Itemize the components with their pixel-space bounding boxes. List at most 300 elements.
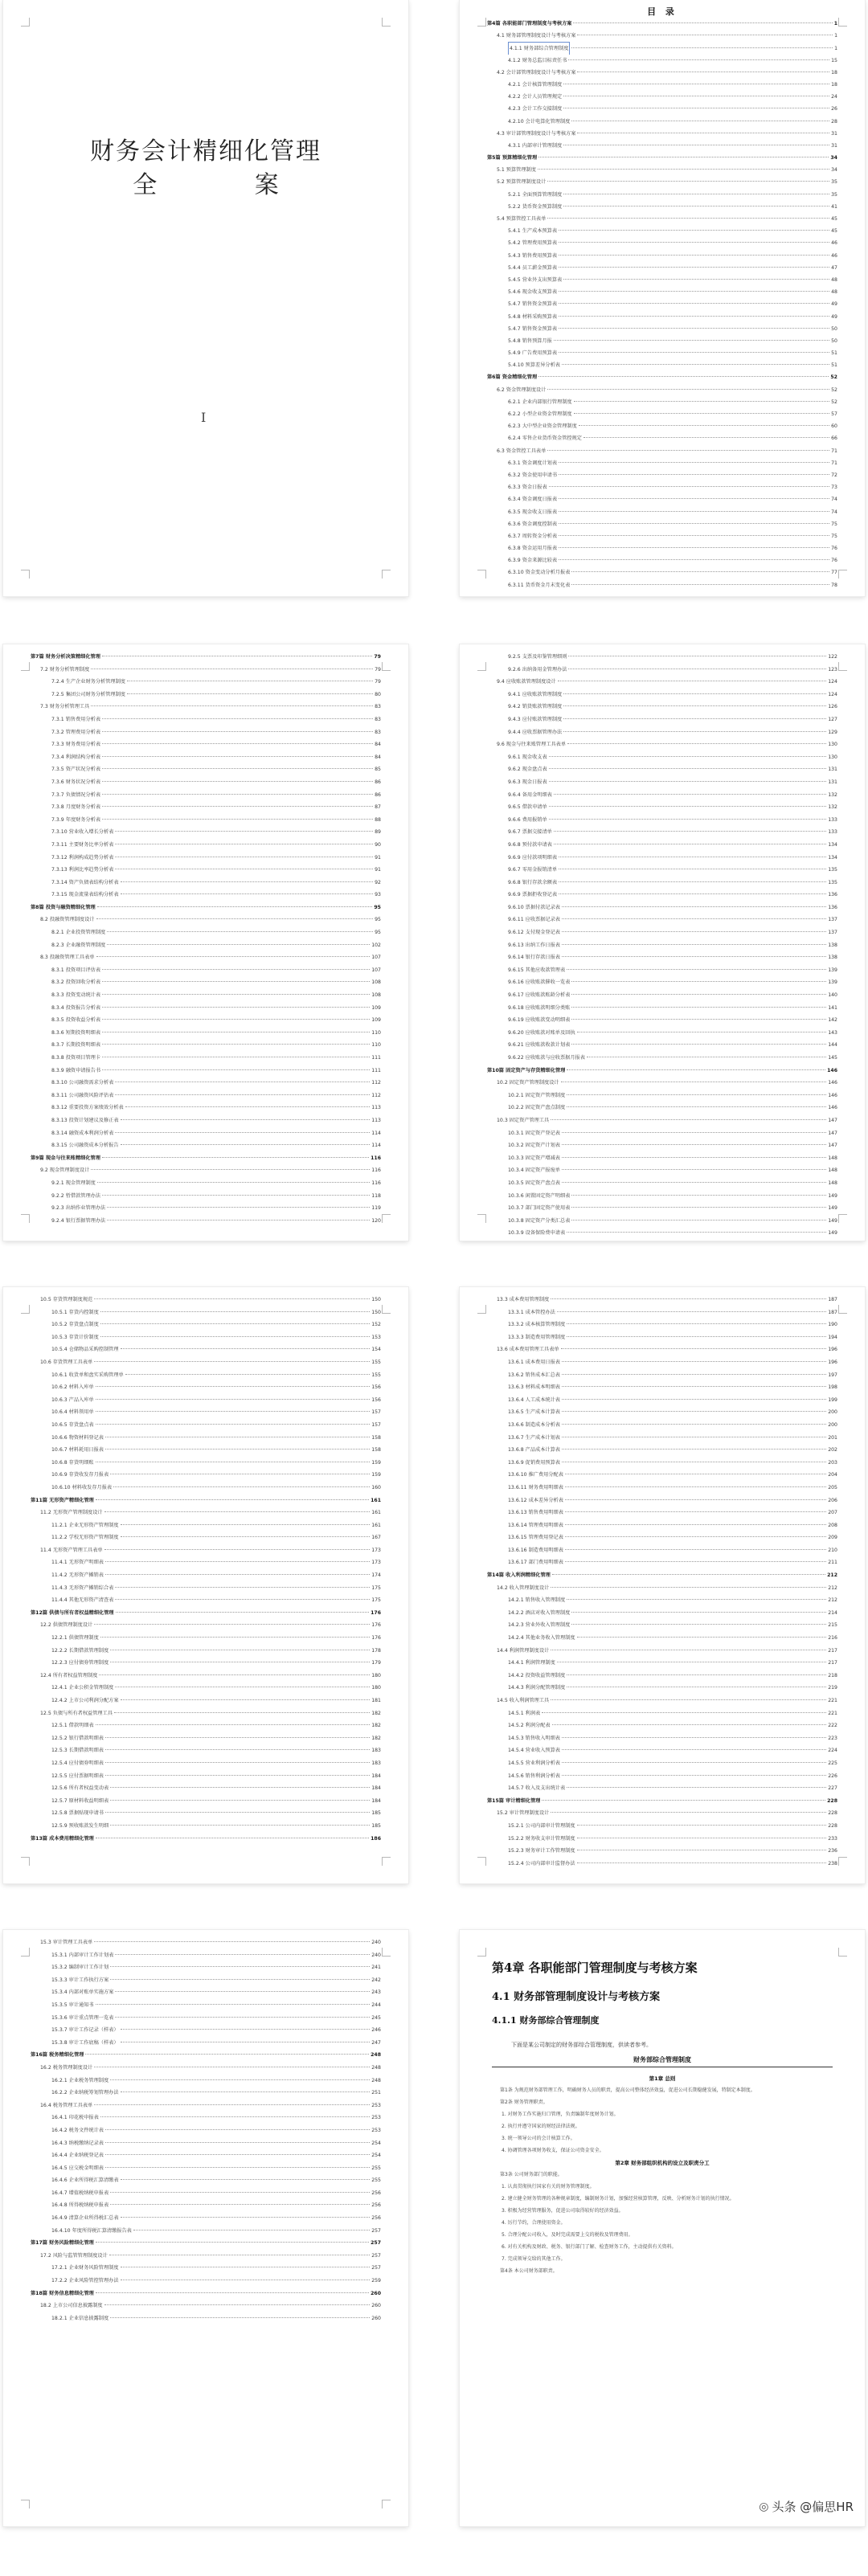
toc-item-entry xyxy=(31,2212,381,2225)
toc-page-number: 202 xyxy=(828,1447,837,1454)
toc-entry-title: 9.6.19 应收账款变动明细表 xyxy=(508,1017,571,1024)
toc-entry-title: 12.5 负债与所有者权益管理工具 xyxy=(40,1710,113,1716)
toc-item-entry xyxy=(31,852,381,865)
toc-entry-title: 10.5.3 存货计价制度 xyxy=(51,1334,99,1340)
toc-leader-dots xyxy=(97,906,373,907)
toc-page-number: 146 xyxy=(828,1092,837,1098)
toc-item-entry xyxy=(487,1139,837,1152)
toc-entry-title: 第9篇 现金与往来账精细化管理 xyxy=(31,1155,100,1161)
toc-page-number: 116 xyxy=(371,1180,381,1186)
toc-page-number: 248 xyxy=(371,2077,381,2083)
toc-entry-title: 第4篇 各职能部门管理制度与考核方案 xyxy=(487,21,572,27)
toc-leader-dots xyxy=(121,1348,371,1349)
toc-entry-title: 4.1.2 财务总监目标责任书 xyxy=(508,57,567,63)
toc-item-entry xyxy=(487,55,837,67)
toc-entry-title: 5.2.2 货币资金预算制度 xyxy=(508,203,563,210)
toc-leader-dots xyxy=(567,969,826,970)
toc-page-number: 253 xyxy=(371,2127,381,2133)
toc-page-number: 135 xyxy=(828,879,837,885)
crop-mark xyxy=(838,1857,847,1866)
toc-page-number: 214 xyxy=(828,1609,837,1616)
toc-item-entry xyxy=(31,738,381,751)
toc-leader-dots xyxy=(102,1007,370,1008)
toc-item-entry xyxy=(31,801,381,814)
toc-item-entry xyxy=(31,877,381,889)
toc-item-entry xyxy=(487,1457,837,1470)
toc-leader-dots xyxy=(559,328,829,329)
toc-leader-dots xyxy=(571,584,829,585)
toc-page-number: 48 xyxy=(831,289,837,296)
toc-entry-title: 9.6.11 应收票据记录表 xyxy=(508,917,560,923)
toc-entry-title: 8.3.10 公司融资需求分析表 xyxy=(51,1080,114,1086)
toc-page-number: 156 xyxy=(371,1396,381,1403)
toc-entry-title: 10.3.6 闲置固定资产明细表 xyxy=(508,1192,571,1199)
toc-entry-title: 7.3.12 利润构成趋势分析表 xyxy=(51,854,114,861)
toc-item-entry xyxy=(487,237,837,249)
toc-item-entry xyxy=(487,826,837,839)
toc-leader-dots xyxy=(102,819,373,820)
toc-page-number: 50 xyxy=(831,325,837,332)
toc-section-entry xyxy=(487,738,837,751)
toc-leader-dots xyxy=(559,242,829,243)
toc-leader-dots xyxy=(562,906,826,907)
toc-leader-dots xyxy=(567,1674,826,1675)
toc-entry-title: 9.4.2 销货账款管理制度 xyxy=(508,704,563,710)
toc-page-number: 233 xyxy=(828,1835,837,1842)
toc-entry-title: 13.3.1 成本管控办法 xyxy=(508,1309,555,1315)
toc-item-entry xyxy=(31,1457,381,1470)
crop-mark xyxy=(382,2500,391,2509)
toc-page-number: 135 xyxy=(828,867,837,873)
toc-page-number: 1 xyxy=(833,21,837,27)
toc-leader-dots xyxy=(562,1775,826,1776)
toc-entry-title: 第10篇 固定资产与存货精细化管理 xyxy=(487,1067,566,1073)
toc-page-number: 186 xyxy=(371,1835,381,1842)
toc-entry-title: 13.6.16 制造费用明细表 xyxy=(508,1547,563,1553)
toc-entry-title: 14.4.1 利润管理制度 xyxy=(508,1660,555,1666)
toc-item-entry xyxy=(31,1343,381,1356)
document-body xyxy=(492,2073,833,2280)
toc-page-number: 154 xyxy=(371,1347,381,1353)
toc-part-entry xyxy=(487,1569,837,1582)
toc-entry-title: 11.2.2 学校无形资产管理制度 xyxy=(51,1535,119,1541)
toc-page-number: 173 xyxy=(371,1547,381,1553)
toc-section-entry xyxy=(487,1114,837,1127)
toc-entry-title: 14.2.4 其他业务收入管理制度 xyxy=(508,1635,575,1642)
toc-item-entry xyxy=(31,1215,381,1228)
toc-leader-dots xyxy=(568,59,829,60)
toc-entry-title: 第7篇 财务分析决策精细化管理 xyxy=(31,654,100,660)
toc-page-number: 95 xyxy=(375,917,381,923)
toc-leader-dots xyxy=(559,511,829,512)
toc-page-number: 242 xyxy=(371,1977,381,1983)
toc-page-number: 118 xyxy=(371,1192,381,1199)
toc-entry-title: 16.2.1 企业税务管理制度 xyxy=(51,2077,109,2083)
toc-item-entry xyxy=(487,789,837,802)
toc-item-entry xyxy=(487,664,837,677)
toc-leader-dots xyxy=(102,781,373,782)
toc-item-entry xyxy=(31,1039,381,1052)
toc-item-entry xyxy=(487,420,837,432)
toc-entry-title: 14.4.2 投资收益管理制度 xyxy=(508,1672,566,1678)
toc-part-entry xyxy=(487,152,837,164)
toc-page-number: 247 xyxy=(371,2039,381,2046)
toc-item-entry xyxy=(487,1444,837,1457)
toc-list xyxy=(31,1294,381,1845)
toc-entry-title: 8.3.6 短期投资明细表 xyxy=(51,1029,101,1036)
toc-item-entry xyxy=(31,814,381,827)
toc-leader-dots xyxy=(115,1599,370,1600)
toc-item-entry xyxy=(487,1782,837,1795)
toc-item-entry xyxy=(487,1014,837,1027)
toc-entry-title: 6.3.4 资金调度日报表 xyxy=(508,497,558,503)
toc-page-number: 126 xyxy=(828,704,837,710)
crop-mark xyxy=(21,2500,30,2509)
toc-entry-title: 7.2 财务分析管理制度 xyxy=(40,666,90,673)
toc-page-number: 146 xyxy=(828,1080,837,1086)
toc-page-number: 184 xyxy=(371,1785,381,1792)
toc-page-number: 196 xyxy=(828,1347,837,1353)
toc-part-entry xyxy=(31,2237,381,2250)
toc-item-entry xyxy=(487,1507,837,1519)
toc-page-number: 180 xyxy=(371,1672,381,1678)
toc-page-number: 187 xyxy=(828,1297,837,1302)
toc-item-entry xyxy=(31,1695,381,1707)
toc-leader-dots xyxy=(571,981,826,982)
toc-leader-dots xyxy=(105,2167,370,2168)
toc-entry-title: 6.3.11 货币资金月末变化表 xyxy=(508,582,571,588)
toc-item-entry xyxy=(31,1594,381,1607)
paragraph: 4. 协调管理各项财务收支，保证公司资金安全。 xyxy=(502,2148,604,2153)
toc-item-entry xyxy=(487,542,837,554)
toc-page-number: 113 xyxy=(371,1105,381,1111)
toc-leader-dots xyxy=(121,2217,371,2218)
toc-section-entry xyxy=(31,2250,381,2263)
toc-page-number: 136 xyxy=(828,892,837,898)
toc-entry-title: 13.3.2 成本核算管理制度 xyxy=(508,1322,566,1328)
toc-item-entry xyxy=(487,1482,837,1494)
toc-leader-dots xyxy=(562,956,826,957)
toc-leader-dots xyxy=(105,1812,370,1813)
toc-leader-dots xyxy=(562,944,826,945)
toc-item-entry xyxy=(31,714,381,726)
toc-item-entry xyxy=(487,457,837,469)
toc-item-entry xyxy=(487,1102,837,1114)
toc-item-entry xyxy=(31,1999,381,2012)
paragraph: 1. 认真贯彻执行国家有关的财务管理制度。 xyxy=(502,2184,595,2190)
toc-entry-title: 5.4 预算管控工具表单 xyxy=(497,216,547,222)
toc-leader-dots xyxy=(563,279,829,280)
toc-entry-title: 7.3.3 财务费用分析表 xyxy=(51,742,101,748)
toc-item-entry xyxy=(31,1632,381,1645)
toc-entry-title: 12.2.1 供债管理制度 xyxy=(51,1635,99,1642)
toc-item-entry xyxy=(31,1077,381,1090)
toc-entry-title: 11.4.3 无形资产摊销综合表 xyxy=(51,1584,114,1591)
toc-page-number: 215 xyxy=(828,1622,837,1629)
toc-leader-dots xyxy=(577,1637,827,1638)
intro-text: 下面是某公司制定的财务部综合管理制度，供读者参考。 xyxy=(511,2042,652,2048)
toc-item-entry xyxy=(487,1319,837,1331)
toc-entry-title: 13.6.5 生产成本计算表 xyxy=(508,1409,560,1416)
toc-item-entry xyxy=(487,801,837,814)
toc-item-entry xyxy=(31,726,381,739)
toc-page-number: 124 xyxy=(828,691,837,697)
toc-page-number: 124 xyxy=(828,679,837,685)
toc-item-entry xyxy=(31,1319,381,1331)
toc-item-entry xyxy=(31,2187,381,2200)
toc-entry-title: 16.4.2 税务文件统计表 xyxy=(51,2127,104,2133)
toc-leader-dots xyxy=(562,918,826,919)
toc-page-number: 149 xyxy=(828,1192,837,1199)
toc-leader-dots xyxy=(563,731,826,732)
subsection-title: 4.1.1 财务部综合管理制度 xyxy=(492,2015,600,2026)
toc-entry-title: 5.4.7 销售资金预算表 xyxy=(508,325,558,332)
toc-leader-dots xyxy=(562,1374,826,1375)
toc-item-entry xyxy=(487,902,837,914)
toc-entry-title: 9.6.4 备用金明细表 xyxy=(508,791,552,798)
toc-part-entry xyxy=(31,2049,381,2062)
toc-entry-title: 13.6.15 管理费用登记表 xyxy=(508,1535,563,1541)
toc-item-entry xyxy=(487,323,837,335)
toc-page-number: 180 xyxy=(371,1685,381,1691)
toc-item-entry xyxy=(31,926,381,939)
crop-mark xyxy=(21,1857,30,1866)
toc-page-number: 137 xyxy=(828,917,837,923)
toc-page-number: 218 xyxy=(828,1672,837,1678)
toc-page-number: 158 xyxy=(371,1434,381,1441)
toc-leader-dots xyxy=(562,1449,826,1450)
toc-entry-title: 10.5.1 存货内控制度 xyxy=(51,1309,99,1315)
toc-leader-dots xyxy=(565,1486,826,1487)
toc-page-number: 83 xyxy=(375,704,381,710)
toc-page-number: 77 xyxy=(831,570,837,576)
toc-entry-title: 8.3.11 公司融资风险评估表 xyxy=(51,1092,114,1098)
toc-item-entry xyxy=(487,1027,837,1040)
toc-page-number: 206 xyxy=(828,1497,837,1503)
chapter-page xyxy=(460,1930,865,2526)
toc-entry-title: 5.4.8 材料采购预算表 xyxy=(508,313,558,320)
toc-entry-title: 7.3.4 利润结构分析表 xyxy=(51,754,101,760)
crop-mark xyxy=(838,1948,847,1957)
toc-page-number: 157 xyxy=(371,1421,381,1428)
toc-item-entry xyxy=(487,776,837,789)
toc-leader-dots xyxy=(559,881,826,882)
toc-page-number: 216 xyxy=(828,1635,837,1642)
toc-page-number: 178 xyxy=(371,1647,381,1654)
toc-item-entry xyxy=(31,2137,381,2150)
toc-section-entry xyxy=(31,664,381,677)
toc-page-number: 194 xyxy=(828,1334,837,1340)
toc-page-number: 145 xyxy=(828,1055,837,1061)
toc-leader-dots xyxy=(559,255,829,256)
toc-section-entry xyxy=(487,164,837,176)
toc-leader-dots xyxy=(94,2104,370,2105)
toc-entry-title: 13.3.3 制造费用管理制度 xyxy=(508,1334,566,1340)
toc-entry-title: 9.6.9 应付款项明细表 xyxy=(508,854,558,861)
toc-entry-title: 4.2 会计部管理制度设计与考核方案 xyxy=(497,69,576,76)
toc-page-number: 161 xyxy=(371,1510,381,1516)
toc-leader-dots xyxy=(562,1132,826,1133)
toc-page-number: 256 xyxy=(371,2190,381,2196)
toc-entry-title: 6.3.6 资金调度控制表 xyxy=(508,521,558,527)
toc-entry-title: 11.4.2 无形资产摊销表 xyxy=(51,1572,104,1579)
toc-leader-dots xyxy=(96,1386,371,1387)
toc-section-entry xyxy=(31,1619,381,1632)
toc-page-number: 185 xyxy=(371,1822,381,1829)
toc-entry-title: 9.2.6 出纳备用金管理办法 xyxy=(508,666,567,673)
toc-item-entry xyxy=(487,566,837,579)
toc-entry-title: 14.5.4 营业收入预算表 xyxy=(508,1748,560,1754)
toc-leader-dots xyxy=(94,1941,370,1942)
toc-entry-title: 15.3.2 编制审计工作计划 xyxy=(51,1965,109,1971)
toc-page-number: 91 xyxy=(375,867,381,873)
toc-page-number: 73 xyxy=(831,485,837,491)
toc-entry-title: 6.2.4 零售企业货币资金管控规定 xyxy=(508,435,582,442)
toc-entry-title: 6.3.8 资金运用月报表 xyxy=(508,546,558,552)
toc-item-entry xyxy=(487,469,837,481)
toc-item-entry xyxy=(487,408,837,420)
toc-entry-title: 6.2.3 大中型企业资金管理制度 xyxy=(508,423,577,430)
toc-page-number: 34 xyxy=(830,155,837,162)
toc-page-number: 167 xyxy=(371,1535,381,1541)
toc-page-number: 89 xyxy=(375,829,381,836)
toc-leader-dots xyxy=(551,1812,826,1813)
toc-entry-title: 8.3.13 投资计划建议及修正表 xyxy=(51,1117,119,1123)
toc-entry-title: 12.4.1 企业公积金管理制度 xyxy=(51,1685,114,1691)
crop-mark xyxy=(382,1948,391,1957)
toc-leader-dots xyxy=(102,994,370,995)
toc-page-number: 228 xyxy=(828,1822,837,1829)
toc-section-entry xyxy=(31,1936,381,1949)
toc-page-number: 223 xyxy=(828,1735,837,1741)
toc-entry-title: 13.6.11 财务费用明细表 xyxy=(508,1484,563,1490)
toc-entry-title: 12.5.5 应付票据明细表 xyxy=(51,1773,104,1779)
toc-page-number: 200 xyxy=(828,1409,837,1416)
toc-leader-dots xyxy=(571,1220,826,1221)
toc-item-entry xyxy=(487,1494,837,1507)
toc-leader-dots xyxy=(102,794,373,795)
paragraph: 1. 对财务工作实施归口管理，负责编制年度财务计划。 xyxy=(502,2112,619,2117)
toc-entry-title: 9.6.14 银行存款日报表 xyxy=(508,955,560,961)
toc-entry-title: 16.4.3 纳税缴纳记录表 xyxy=(51,2140,104,2146)
toc-section-entry xyxy=(31,1670,381,1683)
toc-entry-title: 10.6.4 材料领用单 xyxy=(51,1409,94,1416)
toc-leader-dots xyxy=(562,1361,826,1362)
paragraph: 第2条 财务管理职责。 xyxy=(500,2100,548,2105)
toc-leader-dots xyxy=(116,1612,370,1613)
toc-item-entry xyxy=(31,1719,381,1732)
toc-leader-dots xyxy=(542,1712,826,1713)
toc-item-entry xyxy=(31,1052,381,1065)
toc-leader-dots xyxy=(105,2142,370,2143)
toc-section-entry xyxy=(487,213,837,225)
toc-item-entry xyxy=(487,1394,837,1407)
toc-entry-title: 11.4.4 其他无形资产清查表 xyxy=(51,1597,114,1604)
cover-page xyxy=(3,0,408,596)
toc-leader-dots xyxy=(102,768,373,769)
toc-page-number: 119 xyxy=(371,1205,381,1212)
toc-entry-title: 8.3 投融资管理工具表单 xyxy=(40,955,95,961)
toc-entry-title: 9.6.7 票据交接清单 xyxy=(508,829,552,836)
toc-page-number: 175 xyxy=(371,1584,381,1591)
paragraph: 4. 厉行节约，合理使用资金。 xyxy=(502,2220,566,2226)
toc-entry-title: 10.6.8 存货明细账 xyxy=(51,1459,94,1466)
toc-page-2 xyxy=(460,0,865,596)
toc-entry-title: 9.2.4 银行票据管理办法 xyxy=(51,1217,106,1224)
toc-leader-dots xyxy=(105,1762,370,1763)
toc-item-entry xyxy=(31,1556,381,1569)
toc-entry-title: 第17篇 财务风险精细化管理 xyxy=(31,2240,94,2247)
toc-page-number: 87 xyxy=(375,804,381,811)
toc-entry-title: 15.2.4 公司内部审计监督办法 xyxy=(508,1860,575,1867)
toc-entry-title: 8.3.14 融资成本利润分析表 xyxy=(51,1130,114,1136)
toc-section-entry xyxy=(487,676,837,689)
toc-page-number: 110 xyxy=(371,1029,381,1036)
toc-entry-title: 8.2 投融资管理制度设计 xyxy=(40,917,95,923)
toc-leader-dots xyxy=(571,1207,826,1208)
toc-page-number: 146 xyxy=(828,1105,837,1111)
toc-entry-title: 14.5.2 利润分配表 xyxy=(508,1723,551,1729)
toc-entry-title: 8.3.2 投资回收分析表 xyxy=(51,979,101,986)
toc-page-number: 138 xyxy=(828,955,837,961)
toc-entry-title: 5.4.10 预算差异分析表 xyxy=(508,362,560,369)
toc-item-entry xyxy=(487,1432,837,1445)
toc-entry-title: 7.3.6 财务状况分析表 xyxy=(51,779,101,785)
toc-entry-title: 4.3.1 内部审计管理制度 xyxy=(508,142,563,149)
toc-entry-title: 5.4.4 员工薪金预算表 xyxy=(508,264,558,271)
toc-page-number: 221 xyxy=(828,1698,837,1703)
toc-page-number: 84 xyxy=(375,742,381,748)
toc-item-entry xyxy=(487,262,837,274)
toc-leader-dots xyxy=(567,1094,826,1095)
toc-entry-title: 9.2 现金管理制度设计 xyxy=(40,1167,90,1174)
toc-item-entry xyxy=(31,864,381,877)
toc-item-entry xyxy=(31,989,381,1002)
toc-page-number: 224 xyxy=(828,1748,837,1754)
toc-entry-title: 12.5.9 预收账款发生明细 xyxy=(51,1822,109,1829)
toc-leader-dots xyxy=(547,450,829,451)
toc-item-entry xyxy=(31,1190,381,1203)
toc-leader-dots xyxy=(96,956,371,957)
toc-item-entry xyxy=(487,701,837,714)
toc-item-entry xyxy=(31,1782,381,1795)
toc-leader-dots xyxy=(91,1169,370,1170)
toc-item-entry xyxy=(31,1974,381,1987)
toc-page-number: 52 xyxy=(830,374,837,381)
toc-page-number: 182 xyxy=(371,1723,381,1729)
toc-heading: 目 录 xyxy=(647,6,678,17)
toc-leader-dots xyxy=(105,1737,370,1738)
toc-entry-title: 9.4 应收账款管理制度设计 xyxy=(497,679,556,685)
toc-leader-dots xyxy=(562,1749,826,1750)
crop-mark xyxy=(21,18,30,27)
toc-entry-title: 6.3.7 周转资金分析表 xyxy=(508,533,558,539)
toc-item-entry xyxy=(487,1215,837,1228)
paragraph: 第1条 为规范财务部管理工作，明确财务人员的职责，提高公司整体经济效益，促进公司长期稳健发展，特制定本制度。 xyxy=(500,2087,755,2093)
toc-page-number: 205 xyxy=(828,1484,837,1490)
toc-leader-dots xyxy=(562,1411,826,1412)
toc-leader-dots xyxy=(565,1499,826,1500)
toc-entry-title: 5.4.5 营业外支出预算表 xyxy=(508,276,563,283)
toc-entry-title: 6.3.10 资金变动分析月报表 xyxy=(508,570,571,576)
toc-entry-title: 5.4.3 销售费用预算表 xyxy=(508,252,558,259)
toc-entry-title: 7.3.8 月度财务分析表 xyxy=(51,804,101,811)
toc-item-entry xyxy=(487,964,837,977)
cover-title-line2: 全 案 xyxy=(133,171,324,199)
toc-entry-title: 9.6.3 现金日报表 xyxy=(508,779,547,785)
toc-entry-title: 9.6.8 银行存款余额表 xyxy=(508,879,558,885)
toc-entry-title: 14.2.3 营业外收入管理制度 xyxy=(508,1622,571,1629)
